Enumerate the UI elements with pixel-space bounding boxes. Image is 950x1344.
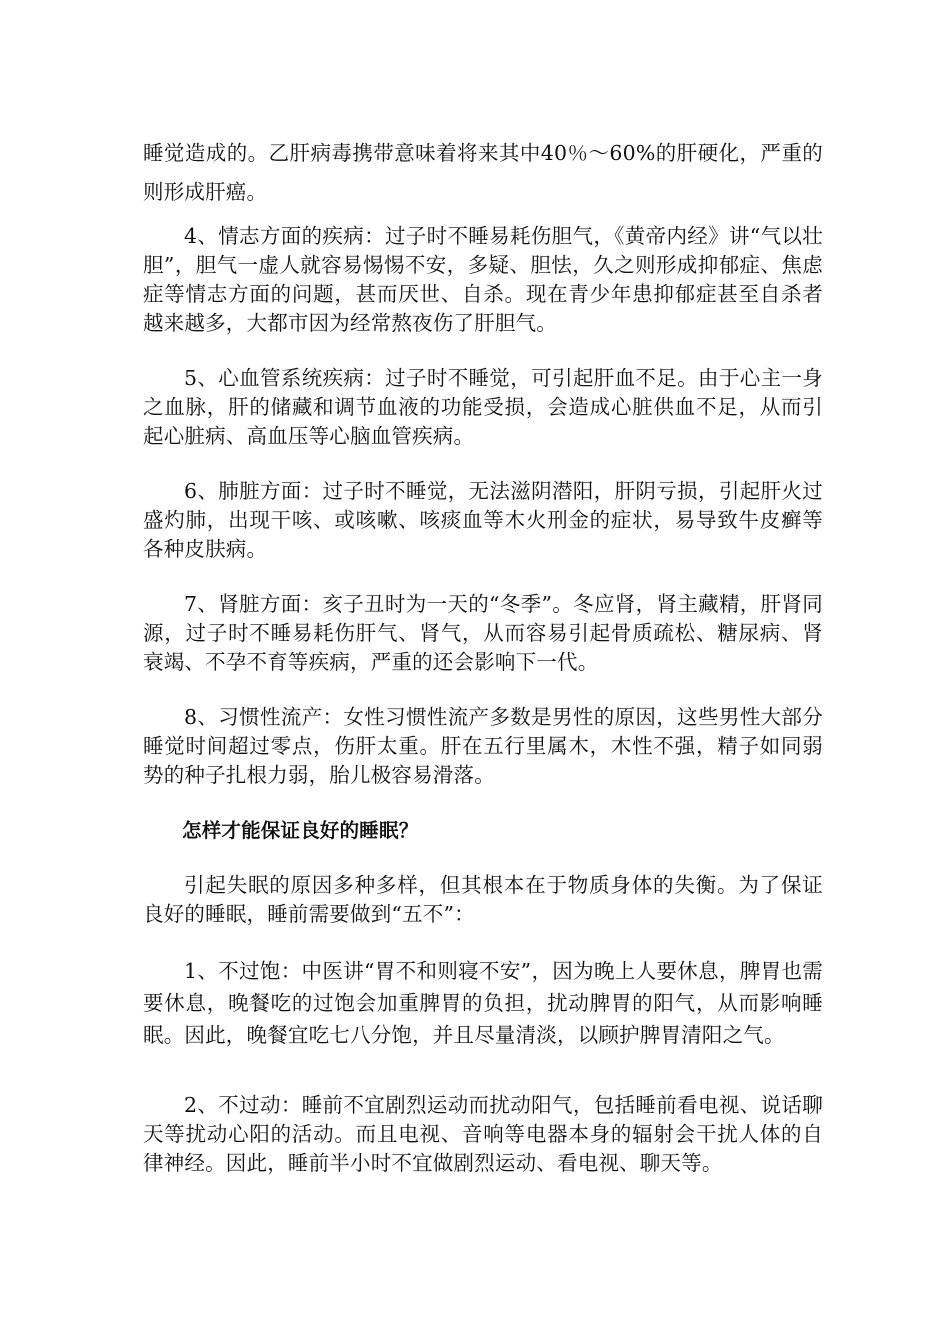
section-heading-good-sleep: 怎样才能保证良好的睡眠？ xyxy=(182,819,419,842)
paragraph-cardiovascular-disease: 5、心血管系统疾病：过子时不睡觉，可引起肝血不足。由于心主一身之血脉，肝的储藏和调节血液的功能受损，会造成心脏供血不足，从而引起心脏病、高血压等心脑血管疾病。 xyxy=(143,366,823,448)
paragraph-lung-aspect: 6、肺脏方面：过子时不睡觉，无法滋阴潜阳，肝阴亏损，引起肝火过盛灼肺，出现干咳、或咳嗽、咳痰血等木火刑金的症状，易导致牛皮癣等各种皮肤病。 xyxy=(143,479,823,561)
paragraph-insomnia-causes: 引起失眠的原因多种多样，但其根本在于物质身体的失衡。为了保证良好的睡眠，睡前需要做到“五不”： xyxy=(143,873,823,926)
document-body xyxy=(143,134,823,1204)
paragraph-habitual-miscarriage: 8、习惯性流产：女性习惯性流产多数是男性的原因，这些男性大部分睡觉时间超过零点，伤肝太重。肝在五行里属木，木性不强，精子如同弱势的种子扎根力弱，胎儿极容易滑落。 xyxy=(143,705,823,787)
paragraph-kidney-aspect: 7、肾脏方面：亥子丑时为一天的“冬季”。冬应肾，肾主藏精，肝肾同源，过子时不睡易耗伤肝气、肾气，从而容易引起骨质疏松、糖尿病、肾衰竭、不孕不育等疾病，严重的还会影响下一代。 xyxy=(143,592,823,674)
paragraph-emotional-disease: 4、情志方面的疾病：过子时不睡易耗伤胆气，《黄帝内经》讲“气以壮胆”，胆气一虚人就容易惕惕不安，多疑、胆怯，久之则形成抑郁症、焦虑症等情志方面的问题，甚而厌世、自杀。现在青少年患抑郁症甚至自杀者越来越多，大都市因为经常熬夜伤了肝胆气。 xyxy=(143,224,823,335)
paragraph-not-overactive: 2、不过动：睡前不宜剧烈运动而扰动阳气，包括睡前看电视、说话聊天等扰动心阳的活动。而且电视、音响等电器本身的辐射会干扰人体的自律神经。因此，睡前半小时不宜做剧烈运动、看电视、聊天等。 xyxy=(143,1093,823,1175)
paragraph-not-overeating: 1、不过饱：中医讲“胃不和则寝不安”，因为晚上人要休息，脾胃也需要休息，晚餐吃的过饱会加重脾胃的负担，扰动脾胃的阳气，从而影响睡眠。因此，晚餐宜吃七八分饱，并且尽量清淡，以顾护脾胃清阳之气。 xyxy=(143,959,823,1047)
paragraph-liver-cirrhosis: 睡觉造成的。乙肝病毒携带意味着将来其中40％～60%的肝硬化，严重的则形成肝癌。 xyxy=(143,141,823,204)
